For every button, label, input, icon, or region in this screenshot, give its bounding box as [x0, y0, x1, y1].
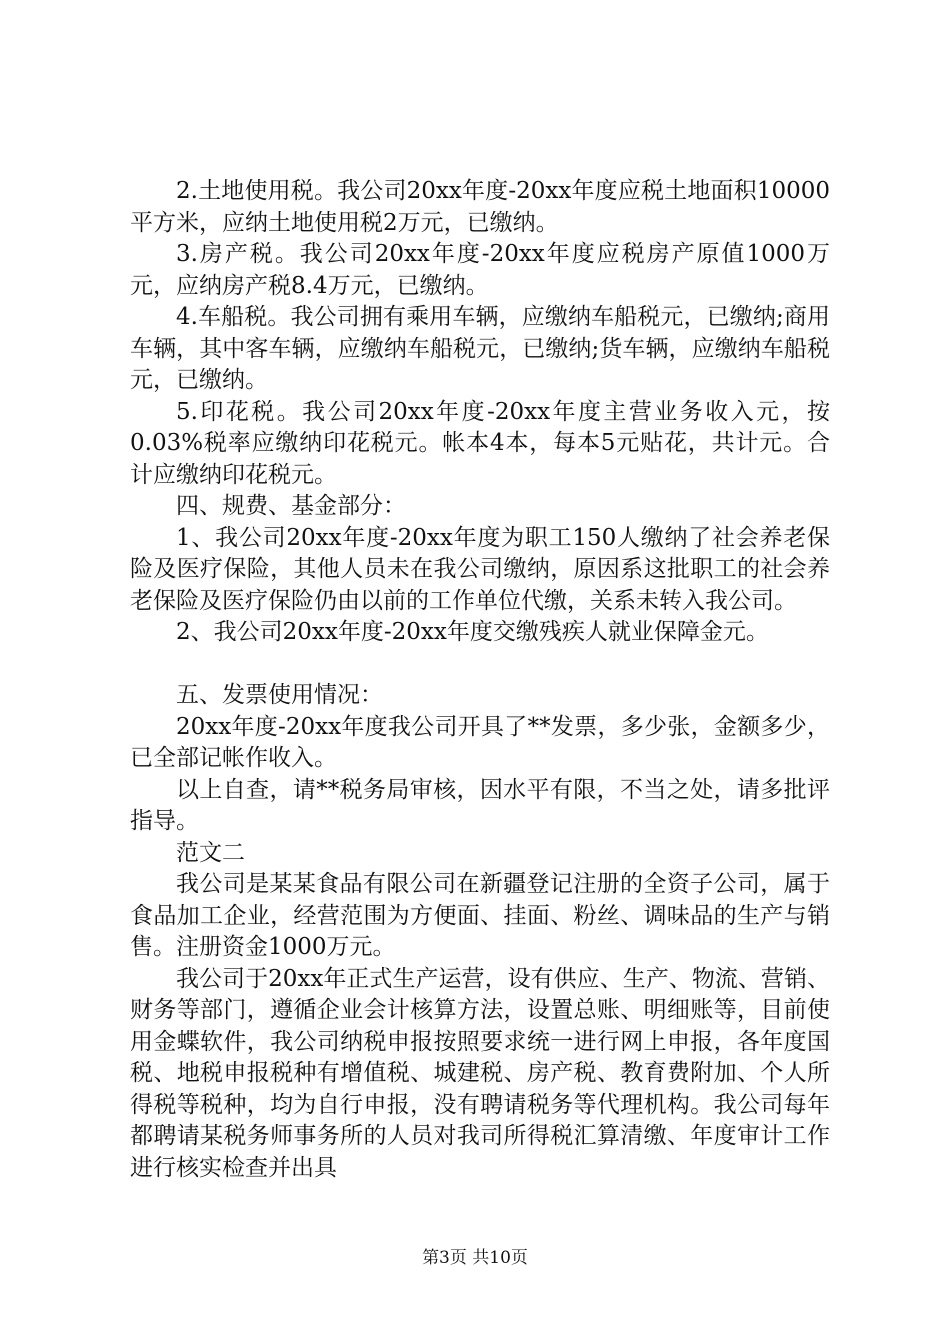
document-body — [130, 176, 830, 1184]
paragraph-social-insurance: 1、我公司20xx年度-20xx年度为职工150人缴纳了社会养老保险及医疗保险，其他人员未在我公司缴纳，原因系这批职工的社会养老保险及医疗保险仍由以前的工作单位代缴，关系未转入我公司。 — [130, 524, 830, 614]
paragraph-land-use-tax: 2.土地使用税。我公司20xx年度-20xx年度应税土地面积10000平方米，应纳土地使用税2万元，已缴纳。 — [130, 178, 830, 236]
paragraph-property-tax: 3.房产税。我公司20xx年度-20xx年度应税房产原值1000万元，应纳房产税8.4万元，已缴纳。 — [130, 241, 830, 299]
section-heading-fees-funds: 四、规费、基金部分： — [176, 493, 406, 519]
blank-line — [130, 649, 830, 681]
paragraph-invoice-usage: 20xx年度-20xx年度我公司开具了**发票，多少张，金额多少，已全部记帐作收入。 — [130, 713, 830, 771]
paragraph-company-intro: 我公司是某某食品有限公司在新疆登记注册的全资子公司，属于食品加工企业，经营范围为方便面、挂面、粉丝、调味品的生产与销售。注册资金1000万元。 — [130, 871, 830, 960]
paragraph-closing-request: 以上自查，请**税务局审核，因水平有限，不当之处，请多批评指导。 — [130, 776, 830, 834]
paragraph-company-operations: 我公司于20xx年正式生产运营，设有供应、生产、物流、营销、财务等部门，遵循企业会计核算方法，设置总账、明细账等，目前使用金蝶软件，我公司纳税申报按照要求统一进行网上申报，各年度国税、地税申报税种有增值税、城建税、房产税、教育费附加、个人所得税等税种，均为自行申报，没有聘请税务等代理机构。我公司每年都聘请某税务师事务所的人员对我司所得税汇算清缴、年度审计工作进行核实检查并出具 — [130, 965, 830, 1181]
paragraph-stamp-tax: 5.印花税。我公司20xx年度-20xx年度主营业务收入元，按0.03%税率应缴纳印花税元。帐本4本，每本5元贴花，共计元。合计应缴纳印花税元。 — [130, 398, 830, 488]
paragraph-vehicle-tax: 4.车船税。我公司拥有乘用车辆，应缴纳车船税元，已缴纳;商用车辆，其中客车辆，应缴纳车船税元，已缴纳;货车辆，应缴纳车船税元，已缴纳。 — [130, 304, 830, 393]
page-number-footer: 第3页 共10页 — [422, 1248, 528, 1268]
paragraph-disability-fund: 2、我公司20xx年度-20xx年度交缴残疾人就业保障金元。 — [176, 619, 769, 645]
section-heading-invoices: 五、发票使用情况： — [176, 682, 383, 708]
heading-sample-two: 范文二 — [176, 839, 245, 866]
